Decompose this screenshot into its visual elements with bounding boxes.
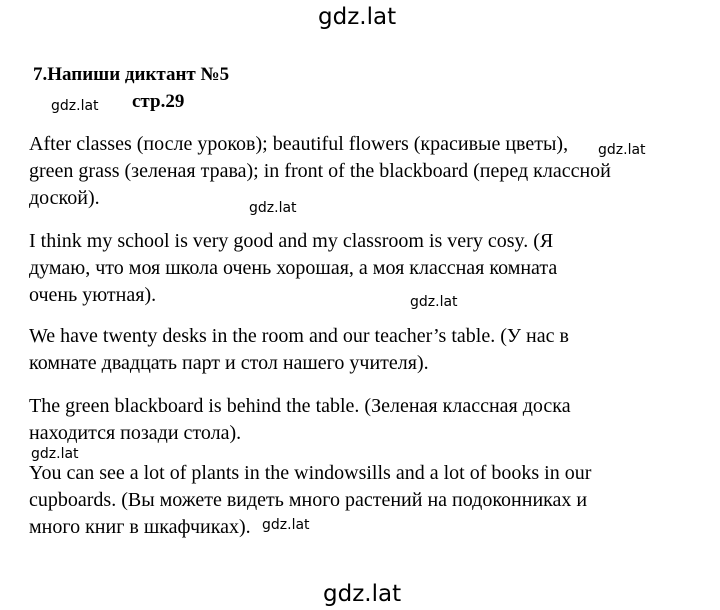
text-line: думаю, что моя школа очень хорошая, а моя классная комната: [29, 257, 558, 279]
watermark: gdz.lat: [598, 142, 646, 158]
paragraph-2: [29, 228, 557, 309]
watermark-bottom: gdz.lat: [323, 581, 402, 607]
watermark: gdz.lat: [51, 98, 99, 114]
watermark-top: gdz.lat: [318, 4, 397, 30]
text-line: много книг в шкафчиках).: [29, 516, 251, 538]
paragraph-4: [29, 393, 571, 447]
paragraph-5: [29, 460, 591, 541]
paragraph-3: [29, 323, 569, 377]
watermark: gdz.lat: [31, 446, 79, 462]
text-line: We have twenty desks in the room and our teacher’s table. (У нас в: [29, 325, 569, 347]
text-line: After classes (после уроков); beautiful flowers (красивые цветы),: [29, 133, 569, 155]
watermark: gdz.lat: [262, 517, 310, 533]
text-line: комнате двадцать парт и стол нашего учителя).: [29, 352, 429, 374]
text-line: cupboards. (Вы можете видеть много растений на подоконниках и: [29, 489, 588, 511]
text-line: You can see a lot of plants in the windowsills and a lot of books in our: [29, 462, 592, 484]
text-line: I think my school is very good and my classroom is very cosy. (Я: [29, 230, 554, 252]
text-line: находится позади стола).: [29, 422, 242, 444]
page-reference: стр.29: [132, 91, 185, 112]
text-line: очень уютная).: [29, 284, 157, 306]
text-line: green grass (зеленая трава); in front of the blackboard (перед классной: [29, 160, 611, 182]
paragraph-1: [29, 131, 611, 212]
text-line: доской).: [29, 187, 100, 209]
exercise-title: 7.Напиши диктант №5: [33, 64, 230, 85]
watermark: gdz.lat: [249, 200, 297, 216]
watermark: gdz.lat: [410, 294, 458, 310]
text-line: The green blackboard is behind the table. (Зеленая классная доска: [29, 395, 571, 417]
